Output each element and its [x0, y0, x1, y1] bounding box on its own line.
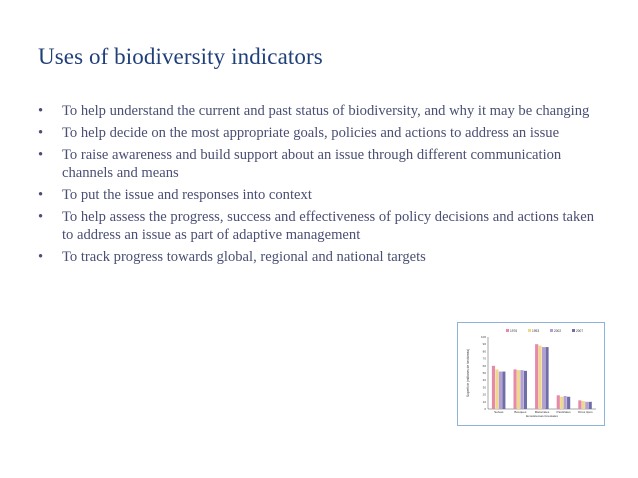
bullet-item: [36, 186, 606, 204]
chart-figure: [457, 322, 605, 426]
bullet-item: [36, 124, 606, 142]
legend-label: 1976: [510, 329, 518, 333]
bullet-text: To help understand the current and past status of biodiversity, and why it may be changing: [62, 103, 590, 119]
legend-label: 2002: [554, 329, 562, 333]
y-tick-label: 70: [482, 356, 486, 361]
bullet-item: [36, 248, 606, 266]
bar: [513, 369, 516, 409]
bar: [499, 372, 502, 409]
bar: [492, 366, 495, 409]
bar: [539, 346, 542, 409]
bar: [560, 397, 563, 409]
bar: [578, 400, 581, 409]
bar: [524, 371, 527, 409]
bullet-text: To track progress towards global, regional and national targets: [62, 249, 426, 265]
bullet-text: To raise awareness and build support about an issue through different communication channels and means: [62, 147, 562, 181]
bar: [542, 347, 545, 409]
bullet-item: [36, 208, 606, 244]
bar: [582, 401, 585, 409]
bullet-dot: •: [38, 249, 44, 265]
legend-swatch: [572, 329, 575, 332]
x-tick-label: Selvas: [494, 410, 504, 414]
bullet-dot: •: [38, 125, 44, 141]
bullet-text: To put the issue and responses into context: [62, 187, 312, 203]
bullet-dot: •: [38, 103, 44, 119]
bar: [520, 370, 523, 409]
bullet-dot: •: [38, 187, 44, 203]
y-axis-label: Superficie (millones de hectáreas): [466, 348, 470, 398]
y-tick-label: 100: [480, 335, 486, 339]
y-tick-label: 20: [482, 392, 486, 397]
bar: [557, 395, 560, 409]
bar: [502, 372, 505, 409]
bar: [495, 369, 498, 409]
y-tick-label: 0: [484, 407, 486, 411]
x-tick-label: Pastizales: [556, 410, 571, 414]
bar: [567, 397, 570, 409]
y-tick-label: 10: [482, 399, 486, 404]
y-tick-label: 50: [482, 371, 486, 375]
bullet-dot: •: [38, 147, 44, 163]
y-tick-label: 90: [482, 342, 486, 347]
legend-swatch: [528, 329, 531, 332]
bullet-list: [36, 102, 606, 270]
bar: [589, 402, 592, 409]
legend-swatch: [506, 329, 509, 332]
y-tick-label: 40: [482, 378, 486, 383]
legend-swatch: [550, 329, 553, 332]
bullet-text: To help decide on the most appropriate goals, policies and actions to address an issue: [62, 125, 560, 141]
bullet-text: To help assess the progress, success and effectiveness of policy decisions and actions taken to address an issue as part of adaptive management: [62, 209, 595, 243]
x-tick-label: Otros tipos: [577, 410, 593, 414]
y-tick-label: 80: [482, 349, 486, 354]
bar-chart: [458, 323, 604, 425]
bullet-item: [36, 146, 606, 182]
x-axis-label: Ecosistemas forestales: [526, 414, 558, 418]
y-tick-label: 30: [482, 385, 486, 390]
bar: [545, 347, 548, 409]
bar: [564, 396, 567, 409]
bar: [535, 344, 538, 409]
legend-label: 1993: [532, 329, 540, 333]
x-tick-label: Bosques: [514, 410, 527, 414]
y-tick-label: 60: [482, 363, 486, 368]
x-tick-label: Matorrales: [534, 410, 550, 414]
bar: [585, 402, 588, 409]
legend-label: 2007: [576, 329, 584, 333]
slide-title: Uses of biodiversity indicators: [38, 44, 323, 69]
bar: [517, 370, 520, 409]
bullet-dot: •: [38, 209, 44, 225]
bullet-item: [36, 102, 606, 120]
